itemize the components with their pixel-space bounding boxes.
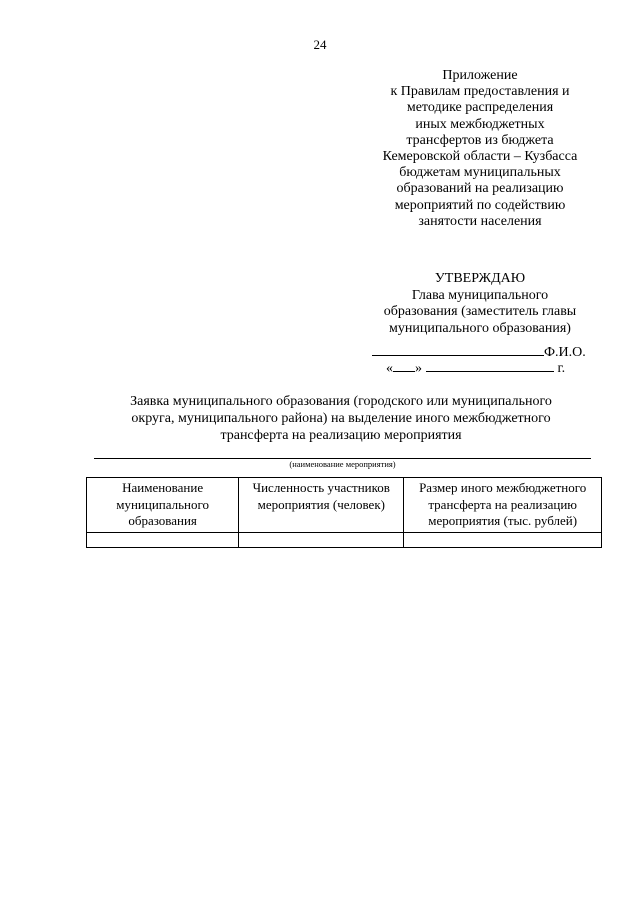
appendix-line: бюджетам муниципальных <box>399 165 561 181</box>
date-month-blank <box>426 359 554 372</box>
table-cell <box>404 533 602 548</box>
event-name-caption: (наименование мероприятия) <box>289 459 396 469</box>
request-title-line: округа, муниципального района) на выделение иного межбюджетного <box>131 411 551 426</box>
request-title-line: Заявка муниципального образования (городского или муниципального <box>130 394 552 409</box>
signature-blank <box>372 342 544 356</box>
header-text: Наименование <box>122 480 204 495</box>
request-table <box>86 477 602 548</box>
header-text: мероприятия (человек) <box>257 496 385 512</box>
approval-heading: УТВЕРЖДАЮ <box>434 271 526 286</box>
header-text: муниципального <box>116 496 209 512</box>
table-cell <box>239 533 404 548</box>
header-transfer-amount <box>404 478 602 533</box>
date-day-blank <box>393 359 415 372</box>
date-close-quote: » <box>415 361 422 376</box>
header-text: трансферта на реализацию <box>428 496 577 512</box>
table-row <box>87 533 602 548</box>
header-text: Размер иного межбюджетного <box>419 480 587 495</box>
appendix-line: трансфертов из бюджета <box>406 132 554 148</box>
appendix-line: иных межбюджетных <box>415 116 545 132</box>
appendix-line: занятости населения <box>418 213 542 229</box>
approval-line: образования (заместитель главы <box>383 304 577 319</box>
table-header-row <box>87 478 602 533</box>
page-number: 24 <box>313 37 327 52</box>
date-open-quote: « <box>386 361 393 376</box>
approval-line: муниципального образования) <box>389 320 571 336</box>
request-title-line: трансферта на реализацию мероприятия <box>220 428 462 443</box>
signature-suffix: Ф.И.О. <box>544 345 586 360</box>
header-text: мероприятия (тыс. рублей) <box>428 513 578 528</box>
approval-line: Глава муниципального <box>411 287 549 303</box>
appendix-block <box>360 68 600 230</box>
table-cell <box>87 533 239 548</box>
appendix-line: к Правилам предоставления и <box>390 84 570 100</box>
appendix-line: Приложение <box>442 68 518 83</box>
appendix-line: методике распределения <box>406 100 554 116</box>
date-line <box>386 359 596 377</box>
header-municipality <box>87 478 239 533</box>
header-text: Численность участников <box>252 480 390 495</box>
header-participants <box>239 478 404 533</box>
appendix-line: мероприятий по содействию <box>394 197 566 213</box>
header-text: образования <box>128 513 197 528</box>
appendix-line: образований на реализацию <box>396 181 564 197</box>
date-year-suffix: г. <box>557 361 566 376</box>
request-title <box>90 393 592 444</box>
approval-block <box>360 271 600 337</box>
appendix-line: Кемеровской области – Кузбасса <box>382 149 578 165</box>
